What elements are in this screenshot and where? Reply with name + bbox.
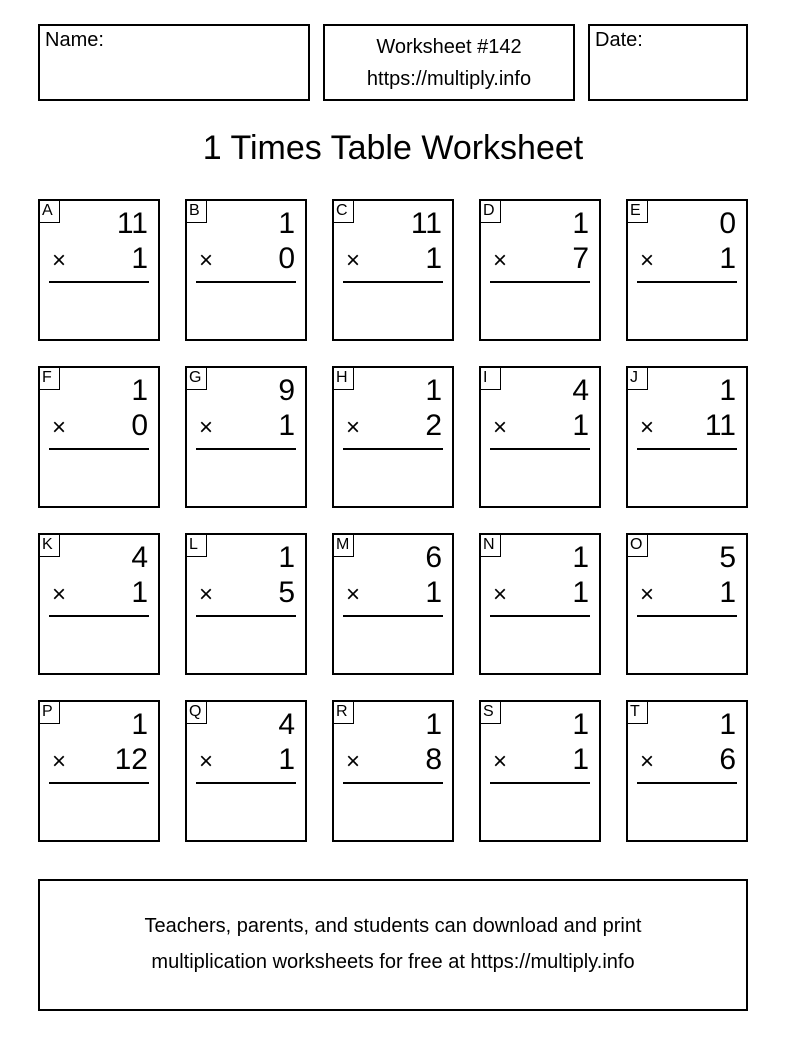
worksheet-url: https://multiply.info [366,68,532,90]
problem-card[interactable] [185,533,307,675]
answer-line [637,615,737,617]
date-label: Date: [595,29,643,51]
times-sign: × [52,748,67,775]
answer-line [490,615,590,617]
multiplicand: 1 [572,708,589,741]
name-label: Name: [45,29,104,51]
problem-card[interactable] [479,533,601,675]
multiplicand: 11 [116,207,148,240]
times-sign: × [640,414,655,441]
problem-letter: S [481,702,501,724]
answer-line [490,281,590,283]
multiplier: 0 [131,409,148,442]
multiplicand: 1 [131,374,148,407]
multiplicand: 4 [572,374,589,407]
multiplier: 1 [572,409,589,442]
problem-card[interactable] [332,700,454,842]
problem-letter: O [628,535,648,557]
problem-card[interactable] [38,366,160,508]
footer-line-1: Teachers, parents, and students can download and print [144,915,642,937]
problem-card[interactable] [479,366,601,508]
multiplier: 8 [425,743,442,776]
problem-letter: Q [187,702,207,724]
problem-letter: J [628,368,648,390]
times-sign: × [346,748,361,775]
multiplier: 2 [425,409,442,442]
answer-line [196,615,296,617]
multiplicand: 1 [278,541,295,574]
multiplier: 1 [425,242,442,275]
times-sign: × [640,247,655,274]
multiplier: 1 [425,576,442,609]
times-sign: × [640,581,655,608]
worksheet-info-box [323,24,575,101]
times-sign: × [640,748,655,775]
times-sign: × [493,247,508,274]
multiplier: 6 [719,743,736,776]
times-sign: × [199,748,214,775]
problem-letter: N [481,535,501,557]
problem-letter: H [334,368,354,390]
problem-card[interactable] [332,199,454,341]
problem-card[interactable] [626,533,748,675]
answer-line [343,448,443,450]
times-sign: × [52,581,67,608]
problem-letter: G [187,368,207,390]
problem-card[interactable] [38,533,160,675]
problem-letter: A [40,201,60,223]
answer-line [637,281,737,283]
problem-card[interactable] [185,366,307,508]
problem-card[interactable] [626,700,748,842]
answer-line [196,782,296,784]
problem-card[interactable] [626,199,748,341]
problem-letter: L [187,535,207,557]
times-sign: × [199,581,214,608]
multiplicand: 6 [425,541,442,574]
multiplier: 0 [278,242,295,275]
multiplicand: 1 [131,708,148,741]
multiplicand: 1 [425,708,442,741]
times-sign: × [346,581,361,608]
times-sign: × [199,247,214,274]
footer-line-2: multiplication worksheets for free at https://multiply.info [151,951,635,973]
times-sign: × [493,581,508,608]
answer-line [196,281,296,283]
multiplicand: 4 [131,541,148,574]
multiplier: 11 [704,409,736,442]
answer-line [343,615,443,617]
times-sign: × [199,414,214,441]
problem-letter: D [481,201,501,223]
multiplicand: 9 [278,374,295,407]
answer-line [490,782,590,784]
multiplicand: 1 [425,374,442,407]
multiplier: 1 [131,576,148,609]
problem-letter: P [40,702,60,724]
multiplier: 1 [719,242,736,275]
problem-card[interactable] [185,700,307,842]
footer-box [38,879,748,1011]
multiplicand: 1 [572,207,589,240]
problem-card[interactable] [479,199,601,341]
times-sign: × [346,414,361,441]
problem-grid [38,199,748,842]
answer-line [49,782,149,784]
problem-card[interactable] [626,366,748,508]
problem-letter: M [334,535,354,557]
multiplier: 1 [572,743,589,776]
problem-letter: B [187,201,207,223]
problem-letter: T [628,702,648,724]
worksheet-number: Worksheet #142 [376,36,522,58]
multiplier: 1 [278,409,295,442]
times-sign: × [493,414,508,441]
times-sign: × [346,247,361,274]
answer-line [49,448,149,450]
answer-line [343,782,443,784]
multiplicand: 1 [719,374,736,407]
multiplicand: 4 [278,708,295,741]
multiplicand: 1 [719,708,736,741]
problem-letter: F [40,368,60,390]
answer-line [637,782,737,784]
answer-line [49,281,149,283]
problem-letter: K [40,535,60,557]
multiplier: 12 [114,743,148,776]
problem-card[interactable] [479,700,601,842]
multiplicand: 0 [719,207,736,240]
multiplier: 1 [572,576,589,609]
answer-line [49,615,149,617]
multiplier: 1 [131,242,148,275]
times-sign: × [52,247,67,274]
problem-card[interactable] [38,700,160,842]
multiplier: 1 [278,743,295,776]
multiplicand: 1 [278,207,295,240]
answer-line [490,448,590,450]
name-box[interactable] [38,24,310,101]
times-sign: × [52,414,67,441]
multiplicand: 5 [719,541,736,574]
answer-line [343,281,443,283]
problem-card[interactable] [38,199,160,341]
answer-line [196,448,296,450]
problem-card[interactable] [185,199,307,341]
problem-letter: I [481,368,501,390]
multiplier: 7 [572,242,589,275]
problem-letter: E [628,201,648,223]
problem-letter: C [334,201,354,223]
problem-card[interactable] [332,533,454,675]
problem-letter: R [334,702,354,724]
times-sign: × [493,748,508,775]
date-box[interactable] [588,24,748,101]
multiplicand: 11 [410,207,442,240]
multiplicand: 1 [572,541,589,574]
problem-card[interactable] [332,366,454,508]
answer-line [637,448,737,450]
multiplier: 1 [719,576,736,609]
page-title: 1 Times Table Worksheet [202,129,584,167]
multiplier: 5 [278,576,295,609]
